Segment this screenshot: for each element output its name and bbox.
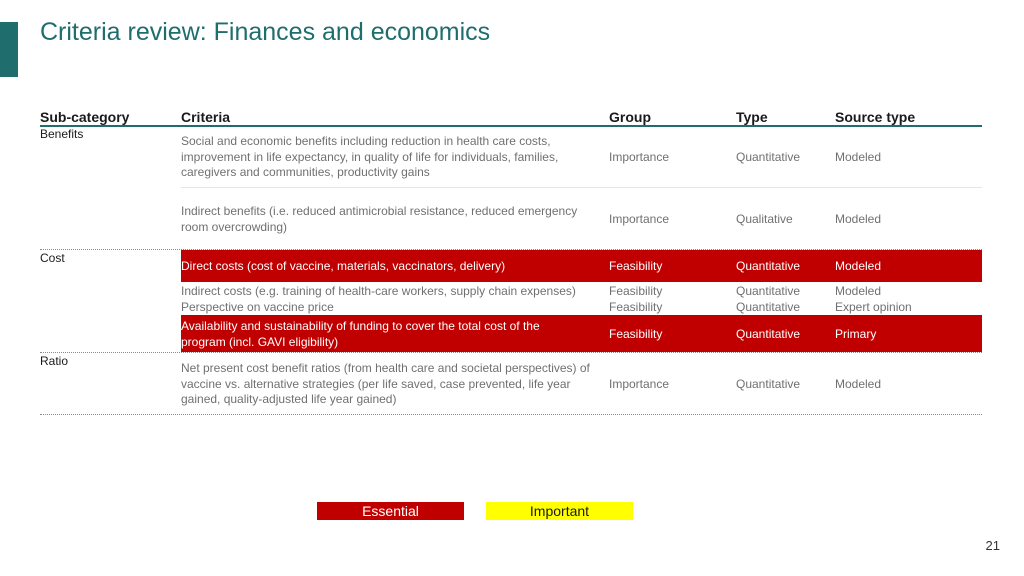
legend-important: Important — [486, 502, 633, 520]
row-group: Importance — [609, 212, 670, 226]
row-source-type: Modeled — [835, 377, 882, 391]
header-criteria: Criteria — [181, 109, 231, 125]
subcategory-cost: Cost — [40, 251, 65, 265]
header-subcategory: Sub-category — [40, 109, 130, 125]
row-criteria: Direct costs (cost of vaccine, materials, vaccinators, delivery) — [181, 259, 506, 273]
section-divider — [40, 352, 982, 353]
row-criteria: Indirect benefits (i.e. reduced antimicrobial resistance, reduced emergency room overcrowding) — [181, 204, 578, 234]
row-criteria: Perspective on vaccine price — [181, 300, 334, 314]
row-type: Quantitative — [736, 284, 801, 298]
subcategory-benefits: Benefits — [40, 127, 84, 141]
row-source-type: Modeled — [835, 259, 882, 273]
row-group: Feasibility — [609, 259, 663, 273]
row-group: Feasibility — [609, 300, 663, 314]
title-accent-bar — [0, 22, 18, 77]
row-source-type: Modeled — [835, 212, 882, 226]
highlight-row-essential — [181, 315, 982, 352]
row-criteria: Social and economic benefits including reduction in health care costs, improvement in life expectancy, in quality of life for individuals, families, caregivers and communities, productivity gains — [181, 134, 559, 179]
row-group: Importance — [609, 150, 670, 164]
row-type: Quantitative — [736, 259, 801, 273]
legend-essential: Essential — [317, 502, 464, 520]
row-type: Qualitative — [736, 212, 793, 226]
row-source-type: Primary — [835, 327, 877, 341]
row-source-type: Modeled — [835, 284, 882, 298]
highlight-row-essential — [181, 250, 982, 282]
page-number: 21 — [985, 538, 1000, 553]
row-type: Quantitative — [736, 300, 801, 314]
row-type: Quantitative — [736, 327, 801, 341]
row-source-type: Modeled — [835, 150, 882, 164]
row-group: Feasibility — [609, 327, 663, 341]
row-divider — [181, 187, 982, 188]
subcategory-ratio: Ratio — [40, 354, 69, 368]
row-criteria: Indirect costs (e.g. training of health-care workers, supply chain expenses) — [181, 284, 576, 298]
table-bottom-divider — [40, 414, 982, 415]
header-source-type: Source type — [835, 109, 916, 125]
row-group: Feasibility — [609, 284, 663, 298]
row-criteria: Net present cost benefit ratios (from health care and societal perspectives) of vaccine vs. alternative strategies (per life saved, case prevented, life year gained, quality-adjusted life year gained) — [181, 361, 590, 406]
row-type: Quantitative — [736, 377, 801, 391]
page-title: Criteria review: Finances and economics — [40, 18, 491, 46]
row-group: Importance — [609, 377, 670, 391]
header-rule — [40, 125, 982, 127]
row-source-type: Expert opinion — [835, 300, 912, 314]
row-criteria: Availability and sustainability of funding to cover the total cost of the program (incl. GAVI eligibility) — [181, 319, 540, 349]
header-type: Type — [736, 109, 768, 125]
row-type: Quantitative — [736, 150, 801, 164]
header-group: Group — [609, 109, 651, 125]
